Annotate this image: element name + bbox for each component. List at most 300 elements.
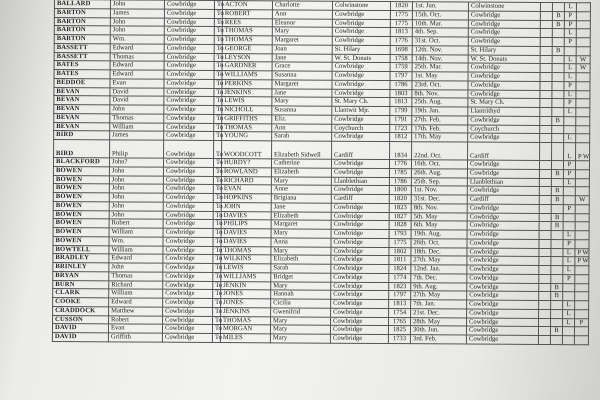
surname-cell: BOWEN (53, 236, 109, 245)
spouse-surname-cell: ACTON (222, 1, 272, 10)
spouse-forename-cell: Mary (270, 334, 330, 343)
groom-parish-cell: Cowbridge (163, 307, 213, 316)
to-cell: To (214, 105, 222, 114)
forename-cell: John (109, 175, 163, 184)
source-b-cell: B (552, 20, 564, 29)
source-w-cell (575, 204, 589, 213)
spouse-parish-cell: Cowbridge (331, 299, 389, 308)
blank-cell (540, 125, 552, 134)
surname-cell: DAVID (52, 332, 108, 341)
date-cell: 17th. May (412, 133, 468, 142)
date-cell: 1st. Jun. (412, 2, 468, 11)
surname-cell: DAVID (52, 324, 108, 333)
year-cell: 1828 (389, 221, 411, 230)
spouse-forename-cell: Jane (271, 203, 331, 212)
blank-cell (539, 318, 551, 327)
spouse-forename-cell: Margaret (271, 220, 331, 229)
date-cell: 25th. Aug. (412, 98, 468, 107)
source-b-cell (551, 266, 563, 275)
blank-cell (540, 81, 552, 90)
year-cell: 1775 (390, 19, 412, 28)
year-cell: 1758 (390, 54, 412, 63)
spouse-parish-cell: Cowbridge (332, 115, 390, 124)
to-cell: To (214, 35, 222, 44)
spouse-parish-cell: Cowbridge (331, 247, 389, 256)
source-b-cell (551, 161, 563, 170)
year-cell: 1797 (390, 72, 412, 81)
spouse-parish-cell: Cowbridge (331, 185, 389, 194)
year-cell: 1776 (389, 160, 411, 169)
forename-cell: Evan (110, 79, 164, 88)
spouse-parish-cell: Cowbridge (331, 317, 389, 326)
to-cell: To (213, 220, 221, 229)
spouse-surname-cell: THOMAS (222, 123, 272, 132)
marriage-place-cell: St. Hilary (468, 46, 540, 55)
surname-cell: BEVAN (54, 122, 110, 131)
spouse-parish-cell: Coychurch (332, 124, 390, 133)
spouse-parish-cell: Cowbridge (332, 132, 390, 141)
source-w-cell: W (576, 55, 590, 64)
blank-cell (540, 29, 552, 38)
surname-cell: BIRD (54, 140, 110, 158)
groom-parish-cell: Cowbridge (163, 176, 213, 185)
spouse-forename-cell: Charlotte (272, 1, 332, 10)
source-w-cell: W (576, 64, 590, 73)
year-cell: 1799 (390, 107, 412, 116)
source-b-cell: B (550, 327, 562, 336)
source-lp-cell (564, 125, 576, 134)
spouse-parish-cell: Cowbridge (332, 62, 390, 71)
groom-parish-cell: Cowbridge (163, 298, 213, 307)
blank-cell (540, 134, 552, 143)
surname-cell: BOWTELL (53, 245, 109, 254)
spouse-parish-cell: Cowbridge (332, 19, 390, 28)
source-b-cell (552, 3, 564, 12)
surname-cell: BARTON (54, 35, 110, 44)
marriage-place-cell: Cowbridge (467, 318, 539, 327)
to-cell: To (213, 158, 221, 167)
groom-parish-cell: Cowbridge (163, 237, 213, 246)
surname-cell: BOWEN (53, 184, 109, 193)
spouse-surname-cell: JOHN (221, 202, 271, 211)
source-lp-cell: P (564, 81, 576, 90)
groom-parish-cell: Cowbridge (164, 88, 214, 97)
date-cell: 7th. Jan. (411, 300, 467, 309)
source-b-cell (552, 108, 564, 117)
groom-parish-cell: Cowbridge (163, 289, 213, 298)
to-cell: To (214, 114, 222, 123)
forename-cell: David (110, 96, 164, 105)
to-cell: To (213, 281, 221, 290)
forename-cell: Robert (109, 219, 163, 228)
surname-cell: BARTON (54, 26, 110, 35)
to-cell: To (213, 237, 221, 246)
spouse-parish-cell: Cowbridge (332, 89, 390, 98)
groom-parish-cell: Cowbridge (164, 9, 214, 18)
spouse-surname-cell: GEORGE (222, 44, 272, 53)
date-cell: 30th. Jun. (410, 326, 466, 335)
spouse-surname-cell: WILLIAMS (221, 272, 271, 281)
forename-cell: Edward (109, 298, 163, 307)
year-cell: 1823 (389, 203, 411, 212)
spouse-surname-cell: ROBERT (222, 9, 272, 18)
blank-cell (540, 2, 552, 11)
to-cell: To (214, 44, 222, 53)
spouse-parish-cell: Cowbridge (331, 238, 389, 247)
date-cell: 10th. Mar. (412, 19, 468, 28)
date-cell: 14th. Nov. (412, 54, 468, 63)
spouse-forename-cell: Anne (271, 185, 331, 194)
spouse-surname-cell: YOUNG (222, 132, 272, 141)
table-row (52, 332, 588, 344)
source-w-cell (576, 81, 590, 90)
blank-cell (540, 55, 552, 64)
source-b-cell: B (551, 169, 563, 178)
date-cell: 16th. Oct. (411, 160, 467, 169)
source-lp-cell (563, 213, 575, 222)
surname-cell: BIRD (54, 131, 110, 140)
source-b-cell (551, 274, 563, 283)
surname-cell: BEDDOE (54, 78, 110, 87)
marriage-place-cell: Colwinstone (468, 2, 540, 11)
source-b-cell (551, 204, 563, 213)
source-w-cell (575, 274, 589, 283)
source-w-cell (575, 169, 589, 178)
spouse-forename-cell: Elizabeth (271, 211, 331, 220)
spouse-surname-cell: NICHOLL (222, 106, 272, 115)
to-cell: To (213, 193, 221, 202)
source-w-cell (576, 73, 590, 82)
spouse-forename-cell: Ann (272, 123, 332, 132)
marriage-place-cell: Cowbridge (466, 335, 538, 344)
spouse-surname-cell: WILKINS (221, 255, 271, 264)
spouse-surname-cell: DAVIES (221, 229, 271, 238)
to-cell: To (213, 272, 221, 281)
to-cell: To (214, 97, 222, 106)
source-lp-cell: L (563, 309, 575, 318)
spouse-surname-cell: DAVIES (221, 237, 271, 246)
spouse-forename-cell: Mary (272, 27, 332, 36)
spouse-surname-cell: ROWLAND (221, 167, 271, 176)
groom-parish-cell: Cowbridge (164, 70, 214, 79)
source-lp-cell: L (564, 90, 576, 99)
year-cell: 1813 (389, 300, 411, 309)
groom-parish-cell: Cowbridge (163, 184, 213, 193)
spouse-parish-cell: Cowbridge (331, 255, 389, 264)
forename-cell: Philip (110, 140, 164, 158)
spouse-forename-cell: Elizabeth (271, 168, 331, 177)
spouse-forename-cell: Elizabeth (271, 255, 331, 264)
groom-parish-cell: Cowbridge (164, 140, 214, 158)
spouse-parish-cell: Cardiff (331, 194, 389, 203)
spouse-forename-cell: Susanna (272, 71, 332, 80)
source-w-cell (575, 231, 589, 240)
surname-cell: BOWEN (53, 219, 109, 228)
year-cell: 1733 (388, 335, 410, 344)
spouse-forename-cell: Bridget (271, 273, 331, 282)
spouse-surname-cell: GRIFFITHS (222, 114, 272, 123)
surname-cell: BOWEN (53, 227, 109, 236)
year-cell: 1776 (390, 37, 412, 46)
forename-cell: John (109, 202, 163, 211)
source-lp-cell (563, 222, 575, 231)
spouse-surname-cell: HURDY? (221, 159, 271, 168)
forename-cell: John (109, 263, 163, 272)
marriage-place-cell: Cowbridge (467, 248, 539, 257)
marriage-place-cell: Cowbridge (468, 20, 540, 29)
forename-cell: Thomas (110, 114, 164, 123)
marriage-place-cell: Cowbridge (467, 221, 539, 230)
source-w-cell (576, 46, 590, 55)
source-lp-cell: P (563, 274, 575, 283)
source-lp-cell: P (563, 161, 575, 170)
to-cell: To (213, 316, 221, 325)
forename-cell: John (110, 26, 164, 35)
blank-cell (540, 116, 552, 125)
spouse-parish-cell: Cowbridge (331, 229, 389, 238)
year-cell: 1823 (389, 282, 411, 291)
spouse-surname-cell: HOPKINS (221, 194, 271, 203)
groom-parish-cell: Cowbridge (163, 211, 213, 220)
forename-cell: William (110, 122, 164, 131)
surname-cell: BEVAN (54, 105, 110, 114)
source-b-cell (551, 231, 563, 240)
to-cell: To (213, 185, 221, 194)
source-b-cell: B (551, 292, 563, 301)
spouse-surname-cell: GARDNER (222, 62, 272, 71)
spouse-parish-cell: Cowbridge (332, 10, 390, 19)
forename-cell: Edward (110, 44, 164, 53)
blank-cell (540, 90, 552, 99)
surname-cell: BOWEN (53, 166, 109, 175)
source-lp-cell: P (563, 169, 575, 178)
surname-cell: BASSETT (54, 52, 110, 61)
spouse-surname-cell: WOODCOTT (222, 141, 272, 159)
blank-cell (539, 239, 551, 248)
marriage-place-cell: Cowbridge (467, 300, 539, 309)
source-lp-cell: L (564, 64, 576, 73)
blank-cell (540, 72, 552, 81)
source-lp-cell (563, 187, 575, 196)
forename-cell: William (109, 289, 163, 298)
spouse-parish-cell: Colwinstone (332, 1, 390, 10)
date-cell: 27th. May (411, 291, 467, 300)
year-cell: 1723 (390, 124, 412, 133)
year-cell: 1793 (389, 230, 411, 239)
spouse-parish-cell: Cowbridge (331, 282, 389, 291)
date-cell: 26th. Oct. (411, 238, 467, 247)
source-lp-cell (564, 46, 576, 55)
to-cell: To (212, 333, 220, 342)
date-cell: 21st. Dec. (411, 308, 467, 317)
spouse-surname-cell: DAVIES (221, 211, 271, 220)
surname-cell: BEVAN (54, 96, 110, 105)
marriage-register-table (52, 0, 591, 345)
year-cell: 1791 (390, 115, 412, 124)
source-lp-cell: P (563, 204, 575, 213)
spouse-forename-cell: Mary (270, 325, 330, 334)
forename-cell: Griffith (108, 333, 162, 342)
year-cell: 1820 (390, 2, 412, 11)
year-cell: 1765 (389, 317, 411, 326)
marriage-place-cell: Cowbridge (467, 256, 539, 265)
spouse-forename-cell: Cicilia (271, 299, 331, 308)
groom-parish-cell: Cowbridge (163, 272, 213, 281)
source-lp-cell: L (563, 301, 575, 310)
spouse-forename-cell: Grace (272, 62, 332, 71)
forename-cell: Matthew (109, 307, 163, 316)
to-cell: To (213, 263, 221, 272)
spouse-surname-cell: LEYSON (222, 53, 272, 62)
surname-cell: BARTON (54, 8, 110, 17)
spouse-forename-cell: Mary (271, 229, 331, 238)
to-cell: To (214, 132, 222, 141)
forename-cell: David (110, 87, 164, 96)
blank-cell (539, 187, 551, 196)
spouse-parish-cell: Cardiff (332, 141, 390, 159)
date-cell: 8th. Nov. (411, 203, 467, 212)
spouse-surname-cell: JENKINS (222, 88, 272, 97)
marriage-place-cell: Cowbridge (468, 133, 540, 142)
source-w-cell (575, 292, 589, 301)
forename-cell: Edward (109, 254, 163, 263)
groom-parish-cell: Cowbridge (163, 158, 213, 167)
forename-cell: Edward (110, 70, 164, 79)
forename-cell: John? (109, 158, 163, 167)
spouse-surname-cell: PHILIPS (221, 220, 271, 229)
date-cell: 19th. Aug. (411, 230, 467, 239)
surname-cell: BATES (54, 70, 110, 79)
source-w-cell (576, 116, 590, 125)
groom-parish-cell: Cowbridge (163, 254, 213, 263)
blank-cell (539, 213, 551, 222)
marriage-place-cell: St. Mary Ch. (468, 98, 540, 107)
to-cell: To (213, 246, 221, 255)
to-cell: To (214, 70, 222, 79)
surname-cell: BATES (54, 61, 110, 70)
spouse-surname-cell: PERKINS (222, 79, 272, 88)
to-cell: To (214, 0, 222, 9)
source-b-cell: B (552, 46, 564, 55)
blank-cell (540, 99, 552, 108)
spouse-parish-cell: Cowbridge (331, 290, 389, 299)
spouse-forename-cell: Jane (272, 53, 332, 62)
year-cell: 1827 (389, 212, 411, 221)
marriage-place-cell: Cowbridge (468, 90, 540, 99)
source-lp-cell: L (563, 266, 575, 275)
forename-cell: James (110, 9, 164, 18)
source-w-cell (576, 38, 590, 47)
source-lp-cell: L (564, 55, 576, 64)
spouse-forename-cell: Margaret (272, 36, 332, 45)
year-cell: 1800 (389, 186, 411, 195)
source-b-cell (552, 134, 564, 143)
groom-parish-cell: Cowbridge (163, 316, 213, 325)
source-b-cell (551, 239, 563, 248)
source-lp-cell: L (563, 178, 575, 187)
source-b-cell (551, 301, 563, 310)
to-cell: To (213, 176, 221, 185)
groom-parish-cell: Cowbridge (164, 96, 214, 105)
to-cell: To (214, 123, 222, 132)
source-b-cell (552, 143, 564, 161)
blank-cell (538, 327, 550, 336)
marriage-place-cell: Cowbridge (468, 37, 540, 46)
source-w-cell (576, 99, 590, 108)
source-b-cell (552, 38, 564, 47)
source-w-cell (574, 327, 588, 336)
spouse-surname-cell: EVAN (221, 185, 271, 194)
date-cell: 1st. Nov. (411, 186, 467, 195)
source-b-cell (551, 178, 563, 187)
spouse-forename-cell: Mary (271, 281, 331, 290)
spouse-forename-cell: Sarah (271, 264, 331, 273)
to-cell: To (213, 290, 221, 299)
forename-cell: John (109, 167, 163, 176)
surname-cell: BOWEN (53, 192, 109, 201)
spouse-surname-cell: MILES (220, 334, 270, 343)
forename-cell: John (109, 184, 163, 193)
blank-cell (539, 222, 551, 231)
year-cell: 1775 (390, 10, 412, 19)
spouse-surname-cell: LEWIS (222, 97, 272, 106)
forename-cell: William (109, 228, 163, 237)
marriage-place-cell: Cowbridge (468, 28, 540, 37)
date-cell: 25th. Sep. (411, 177, 467, 186)
date-cell: 23rd. Oct. (412, 80, 468, 89)
source-lp-cell (563, 283, 575, 292)
spouse-surname-cell: WILLIAMS (222, 71, 272, 80)
source-w-cell (575, 239, 589, 248)
blank-cell (539, 178, 551, 187)
source-lp-cell: P (564, 11, 576, 20)
forename-cell: Wm. (109, 237, 163, 246)
year-cell: 1797 (389, 291, 411, 300)
spouse-forename-cell: Brigiana (271, 194, 331, 203)
spouse-surname-cell: JONES (221, 299, 271, 308)
blank-cell (540, 107, 552, 116)
to-cell: To (213, 228, 221, 237)
surname-cell: BLACKFORD (53, 158, 109, 167)
spouse-forename-cell: Anna (271, 238, 331, 247)
marriage-place-cell: Cowbridge (467, 169, 539, 178)
marriage-place-cell: Cowbridge (467, 204, 539, 213)
spouse-parish-cell: Cowbridge (331, 168, 389, 177)
spouse-parish-cell: Cowbridge (331, 159, 389, 168)
groom-parish-cell: Cowbridge (163, 263, 213, 272)
source-b-cell (552, 90, 564, 99)
source-w-cell (576, 29, 590, 38)
forename-cell: John (109, 193, 163, 202)
forename-cell: Thomas (109, 272, 163, 281)
groom-parish-cell: Cowbridge (162, 324, 212, 333)
forename-cell: Robert (109, 315, 163, 324)
spouse-parish-cell: Cowbridge (331, 264, 389, 273)
date-cell: 25th. Mar. (412, 63, 468, 72)
forename-cell: John (109, 210, 163, 219)
groom-parish-cell: Cowbridge (162, 333, 212, 342)
spouse-forename-cell: Margaret (272, 80, 332, 89)
spouse-parish-cell: Cowbridge (331, 273, 389, 282)
blank-cell (540, 37, 552, 46)
groom-parish-cell: Cowbridge (163, 281, 213, 290)
groom-parish-cell: Cowbridge (164, 26, 214, 35)
surname-cell: COOKE (53, 297, 109, 306)
year-cell: 1785 (389, 168, 411, 177)
source-w-cell (576, 20, 590, 29)
to-cell: To (214, 140, 222, 158)
spouse-surname-cell: MORGAN (220, 325, 270, 334)
